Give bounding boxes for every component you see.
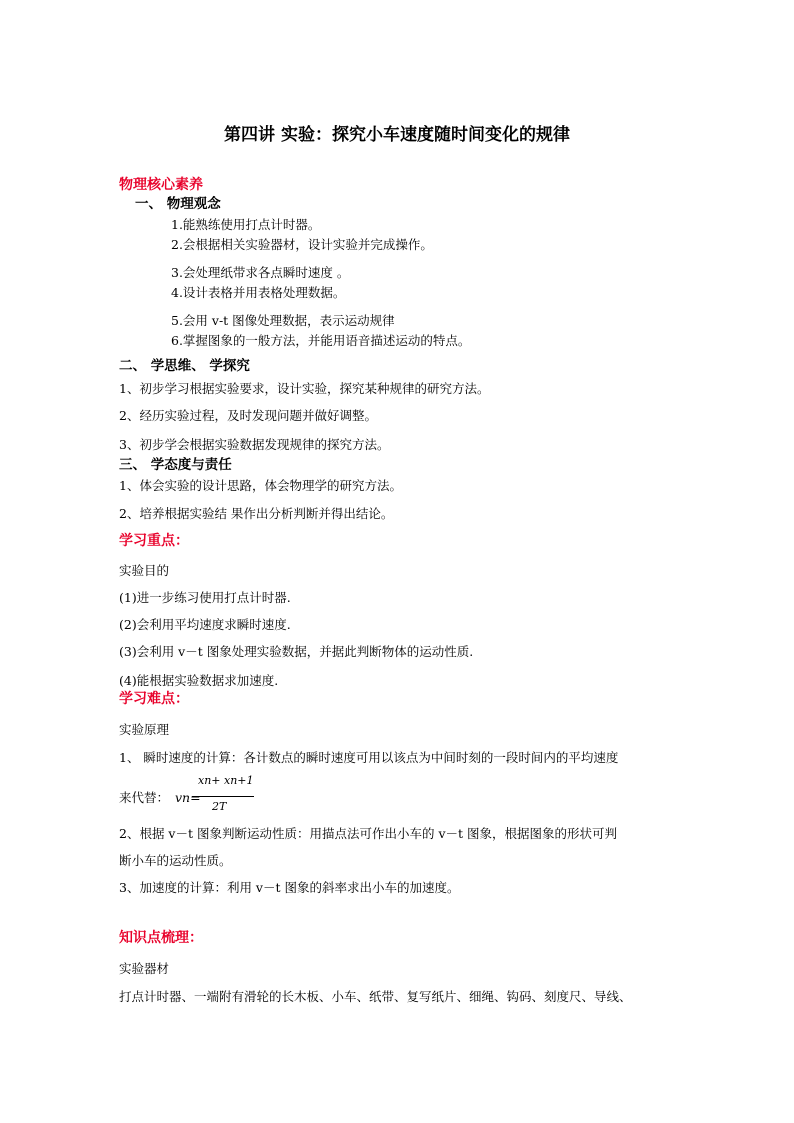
principle-3: 3、加速度的计算：利用 v－t 图象的斜率求出小车的加速度。 [119,880,460,895]
fraction-bar [192,796,254,797]
key-point-item: (4)能根据实验数据求加速度. [119,673,279,688]
formula-lhs: vn= [175,790,201,805]
principle-2-line2: 断小车的运动性质。 [119,853,232,868]
section2-heading: 二、 学思维、 学探究 [119,358,250,374]
equipment-line: 打点计时器、一端附有滑轮的长木板、小车、纸带、复写纸片、细绳、钩码、刻度尺、导线、 [119,989,632,1004]
sec1-item: 5.会用 v-t 图像处理数据，表示运动规律 [171,313,395,328]
sec3-item: 1、体会实验的设计思路，体会物理学的研究方法。 [119,478,402,493]
knowledge-heading: 知识点梳理： [119,930,203,946]
principle-1-prefix: 来代替： [119,790,170,805]
core-literacy-heading: 物理核心素养 [119,177,203,193]
section1-heading: 一、 物理观念 [135,196,221,212]
sec1-item: 1.能熟练使用打点计时器。 [171,217,321,232]
velocity-formula [192,774,256,814]
sec3-item: 2、培养根据实验结 果作出分析判断并得出结论。 [119,506,394,521]
sec2-item: 2、经历实验过程，及时发现问题并做好调整。 [119,408,377,423]
sec1-item: 4.设计表格并用表格处理数据。 [171,285,346,300]
principle-2-line1: 2、根据 v－t 图象判断运动性质：用描点法可作出小车的 v－t 图象，根据图象的形状可判 [119,826,618,841]
sec1-item: 3.会处理纸带求各点瞬时速度 。 [171,265,350,280]
key-point-item: (2)会利用平均速度求瞬时速度. [119,617,291,632]
key-point-item: (3)会利用 v－t 图象处理实验数据，并据此判断物体的运动性质. [119,644,474,659]
difficulties-heading: 学习难点： [119,691,189,707]
sec2-item: 1、初步学习根据实验要求，设计实验，探究某种规律的研究方法。 [119,381,490,396]
key-points-subheading: 实验目的 [119,563,170,578]
key-points-heading: 学习重点： [119,533,189,549]
sec1-item: 2.会根据相关实验器材，设计实验并完成操作。 [171,237,433,252]
formula-numerator: xn+ xn+1 [198,774,254,787]
page-title: 第四讲 实验：探究小车速度随时间变化的规律 [224,125,570,145]
principle-1-line1: 1、 瞬时速度的计算：各计数点的瞬时速度可用以该点为中间时刻的一段时间内的平均速度 [119,750,619,765]
knowledge-subheading: 实验器材 [119,961,170,976]
formula-denominator: 2T [212,800,227,813]
sec2-item: 3、初步学会根据实验数据发现规律的探究方法。 [119,437,390,452]
difficulties-subheading: 实验原理 [119,722,170,737]
key-point-item: (1)进一步练习使用打点计时器. [119,590,291,605]
section3-heading: 三、 学态度与责任 [119,457,232,473]
sec1-item: 6.掌握图象的一般方法，并能用语音描述运动的特点。 [171,333,471,348]
